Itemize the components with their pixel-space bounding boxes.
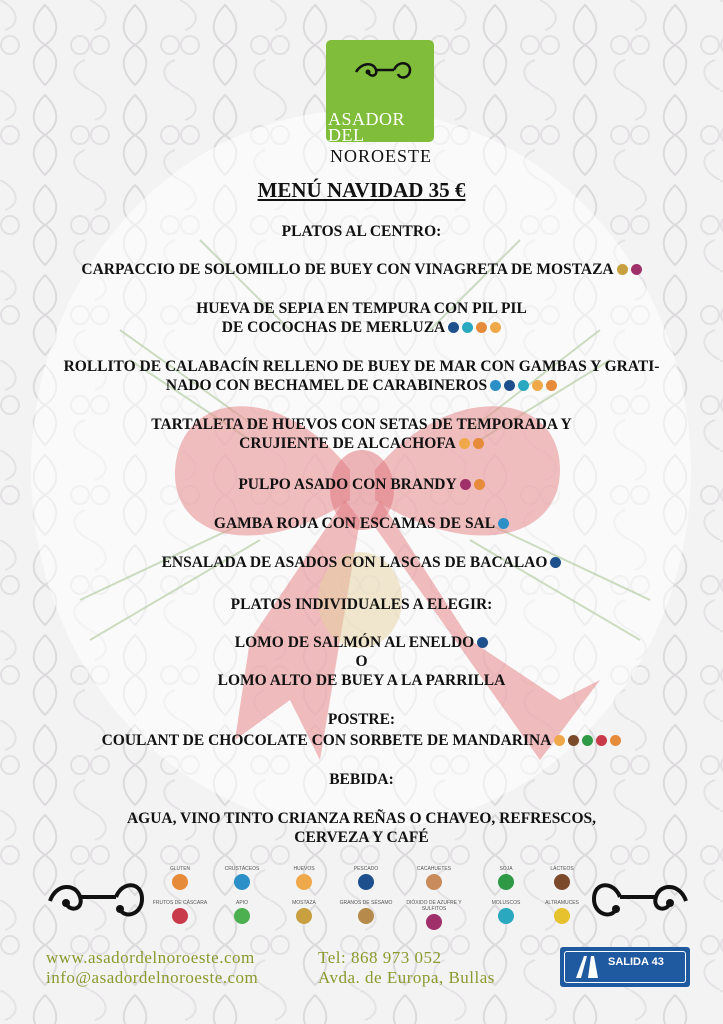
celery-icon [234, 908, 250, 924]
soy-icon [582, 735, 593, 746]
allergen-lupins: ALTRAMUCES [532, 900, 592, 924]
choice-or: O [355, 653, 368, 670]
dish-text: ENSALADA DE ASADOS CON LASCAS DE BACALAO [161, 554, 548, 571]
dish-tartaleta-line2 [0, 435, 723, 453]
fish-icon [358, 874, 374, 890]
eggs-icon [490, 322, 501, 333]
dish-hueva-line2 [0, 319, 723, 337]
dish-text: DE COCOCHAS DE MERLUZA [221, 319, 446, 336]
eggs-icon [296, 874, 312, 890]
allergen-gluten: GLUTEN [150, 866, 210, 890]
dish-salmon [0, 634, 723, 652]
dish-text: CRUJIENTE DE ALCACHOFA [239, 435, 456, 452]
eggs-icon [459, 438, 470, 449]
allergen-mustard: MOSTAZA [274, 900, 334, 924]
section-heading-bebida: BEBIDA: [329, 771, 394, 788]
dairy-icon [554, 874, 570, 890]
dish-rollito-line2 [0, 377, 723, 395]
gluten-icon [610, 735, 621, 746]
allergen-eggs: HUEVOS [274, 866, 334, 890]
restaurant-logo [326, 40, 434, 145]
highway-icon [572, 954, 602, 980]
gluten-icon [474, 479, 485, 490]
fish-icon [477, 637, 488, 648]
sulfites-icon [460, 479, 471, 490]
crustaceans-icon [498, 518, 509, 529]
gluten-icon [546, 380, 557, 391]
dish-text: GAMBA ROJA CON ESCAMAS DE SAL [213, 515, 496, 532]
allergen-sulfites: DIÓXIDO DE AZUFRE Y SULFITOS [404, 900, 464, 930]
phone-number[interactable]: Tel: 868 973 052 [318, 948, 442, 967]
dairy-icon [568, 735, 579, 746]
fish-icon [504, 380, 515, 391]
dish-pulpo [0, 476, 723, 494]
logo-word-1: ASADOR [328, 109, 406, 129]
sulfites-icon [426, 914, 442, 930]
allergen-soy: SOJA [476, 866, 536, 890]
gluten-icon [172, 874, 188, 890]
allergen-nuts: FRUTOS DE CÁSCARA [150, 900, 210, 924]
molluscs-icon [518, 380, 529, 391]
logo-word-2: DEL [328, 125, 365, 145]
allergen-legend [150, 866, 590, 936]
dish-tartaleta-line1: TARTALETA DE HUEVOS CON SETAS DE TEMPORADA Y [151, 416, 572, 433]
fish-icon [550, 557, 561, 568]
dish-lomo-alto: LOMO ALTO DE BUEY A LA PARRILLA [217, 672, 506, 689]
ornament-icon [354, 58, 414, 82]
dish-hueva-line1: HUEVA DE SEPIA EN TEMPURA CON PIL PIL [196, 300, 527, 317]
website-link[interactable]: www.asadordelnoroeste.com [46, 948, 255, 967]
dish-text: NADO CON BECHAMEL DE CARABINEROS [165, 377, 488, 394]
section-heading-individual: PLATOS INDIVIDUALES A ELEGIR: [230, 596, 493, 613]
drinks-line2: CERVEZA Y CAFÉ [294, 829, 429, 846]
left-scroll-ornament-icon [46, 875, 146, 925]
gluten-icon [473, 438, 484, 449]
allergen-crustaceans: CRUSTÁCEOS [212, 866, 272, 890]
dish-coulant [0, 732, 723, 750]
nuts-icon [172, 908, 188, 924]
logo-word-3: NOROESTE [330, 146, 432, 166]
allergen-fish: PESCADO [336, 866, 396, 890]
highway-exit-sign [560, 947, 690, 987]
sulfites-icon [631, 264, 642, 275]
peanuts-icon [426, 874, 442, 890]
exit-label: SALIDA 43 [608, 956, 664, 968]
nuts-icon [596, 735, 607, 746]
eggs-icon [532, 380, 543, 391]
section-heading-centro: PLATOS AL CENTRO: [281, 223, 442, 240]
drinks-line1: AGUA, VINO TINTO CRIANZA REÑAS O CHAVEO, REFRESCOS, [126, 810, 597, 827]
molluscs-icon [462, 322, 473, 333]
sesame-icon [358, 908, 374, 924]
address: Avda. de Europa, Bullas [318, 968, 495, 987]
dish-gamba [0, 515, 723, 533]
dish-text: PULPO ASADO CON BRANDY [238, 476, 457, 493]
right-scroll-ornament-icon [590, 875, 690, 925]
mustard-icon [617, 264, 628, 275]
allergen-peanuts: CACAHUETES [404, 866, 464, 890]
dish-text: COULANT DE CHOCOLATE CON SORBETE DE MANDARINA [101, 732, 552, 749]
dish-carpaccio [0, 261, 723, 279]
fish-icon [448, 322, 459, 333]
lupins-icon [554, 908, 570, 924]
crustaceans-icon [490, 380, 501, 391]
allergen-molluscs: MOLUSCOS [476, 900, 536, 924]
eggs-icon [554, 735, 565, 746]
email-link[interactable]: info@asadordelnoroeste.com [46, 968, 259, 987]
molluscs-icon [498, 908, 514, 924]
dish-text: LOMO DE SALMÓN AL ENELDO [234, 634, 475, 651]
section-heading-postre: POSTRE: [327, 711, 396, 728]
crustaceans-icon [234, 874, 250, 890]
dish-rollito-line1: ROLLITO DE CALABACÍN RELLENO DE BUEY DE MAR CON GAMBAS Y GRATI- [63, 358, 660, 375]
dish-ensalada [0, 554, 723, 572]
dish-text: CARPACCIO DE SOLOMILLO DE BUEY CON VINAGRETA DE MOSTAZA [81, 261, 614, 278]
allergen-dairy: LÁCTEOS [532, 866, 592, 890]
mustard-icon [296, 908, 312, 924]
allergen-sesame: GRANOS DE SÉSAMO [336, 900, 396, 924]
allergen-celery: APIO [212, 900, 272, 924]
gluten-icon [476, 322, 487, 333]
menu-title: MENÚ NAVIDAD 35 € [257, 178, 466, 202]
soy-icon [498, 874, 514, 890]
